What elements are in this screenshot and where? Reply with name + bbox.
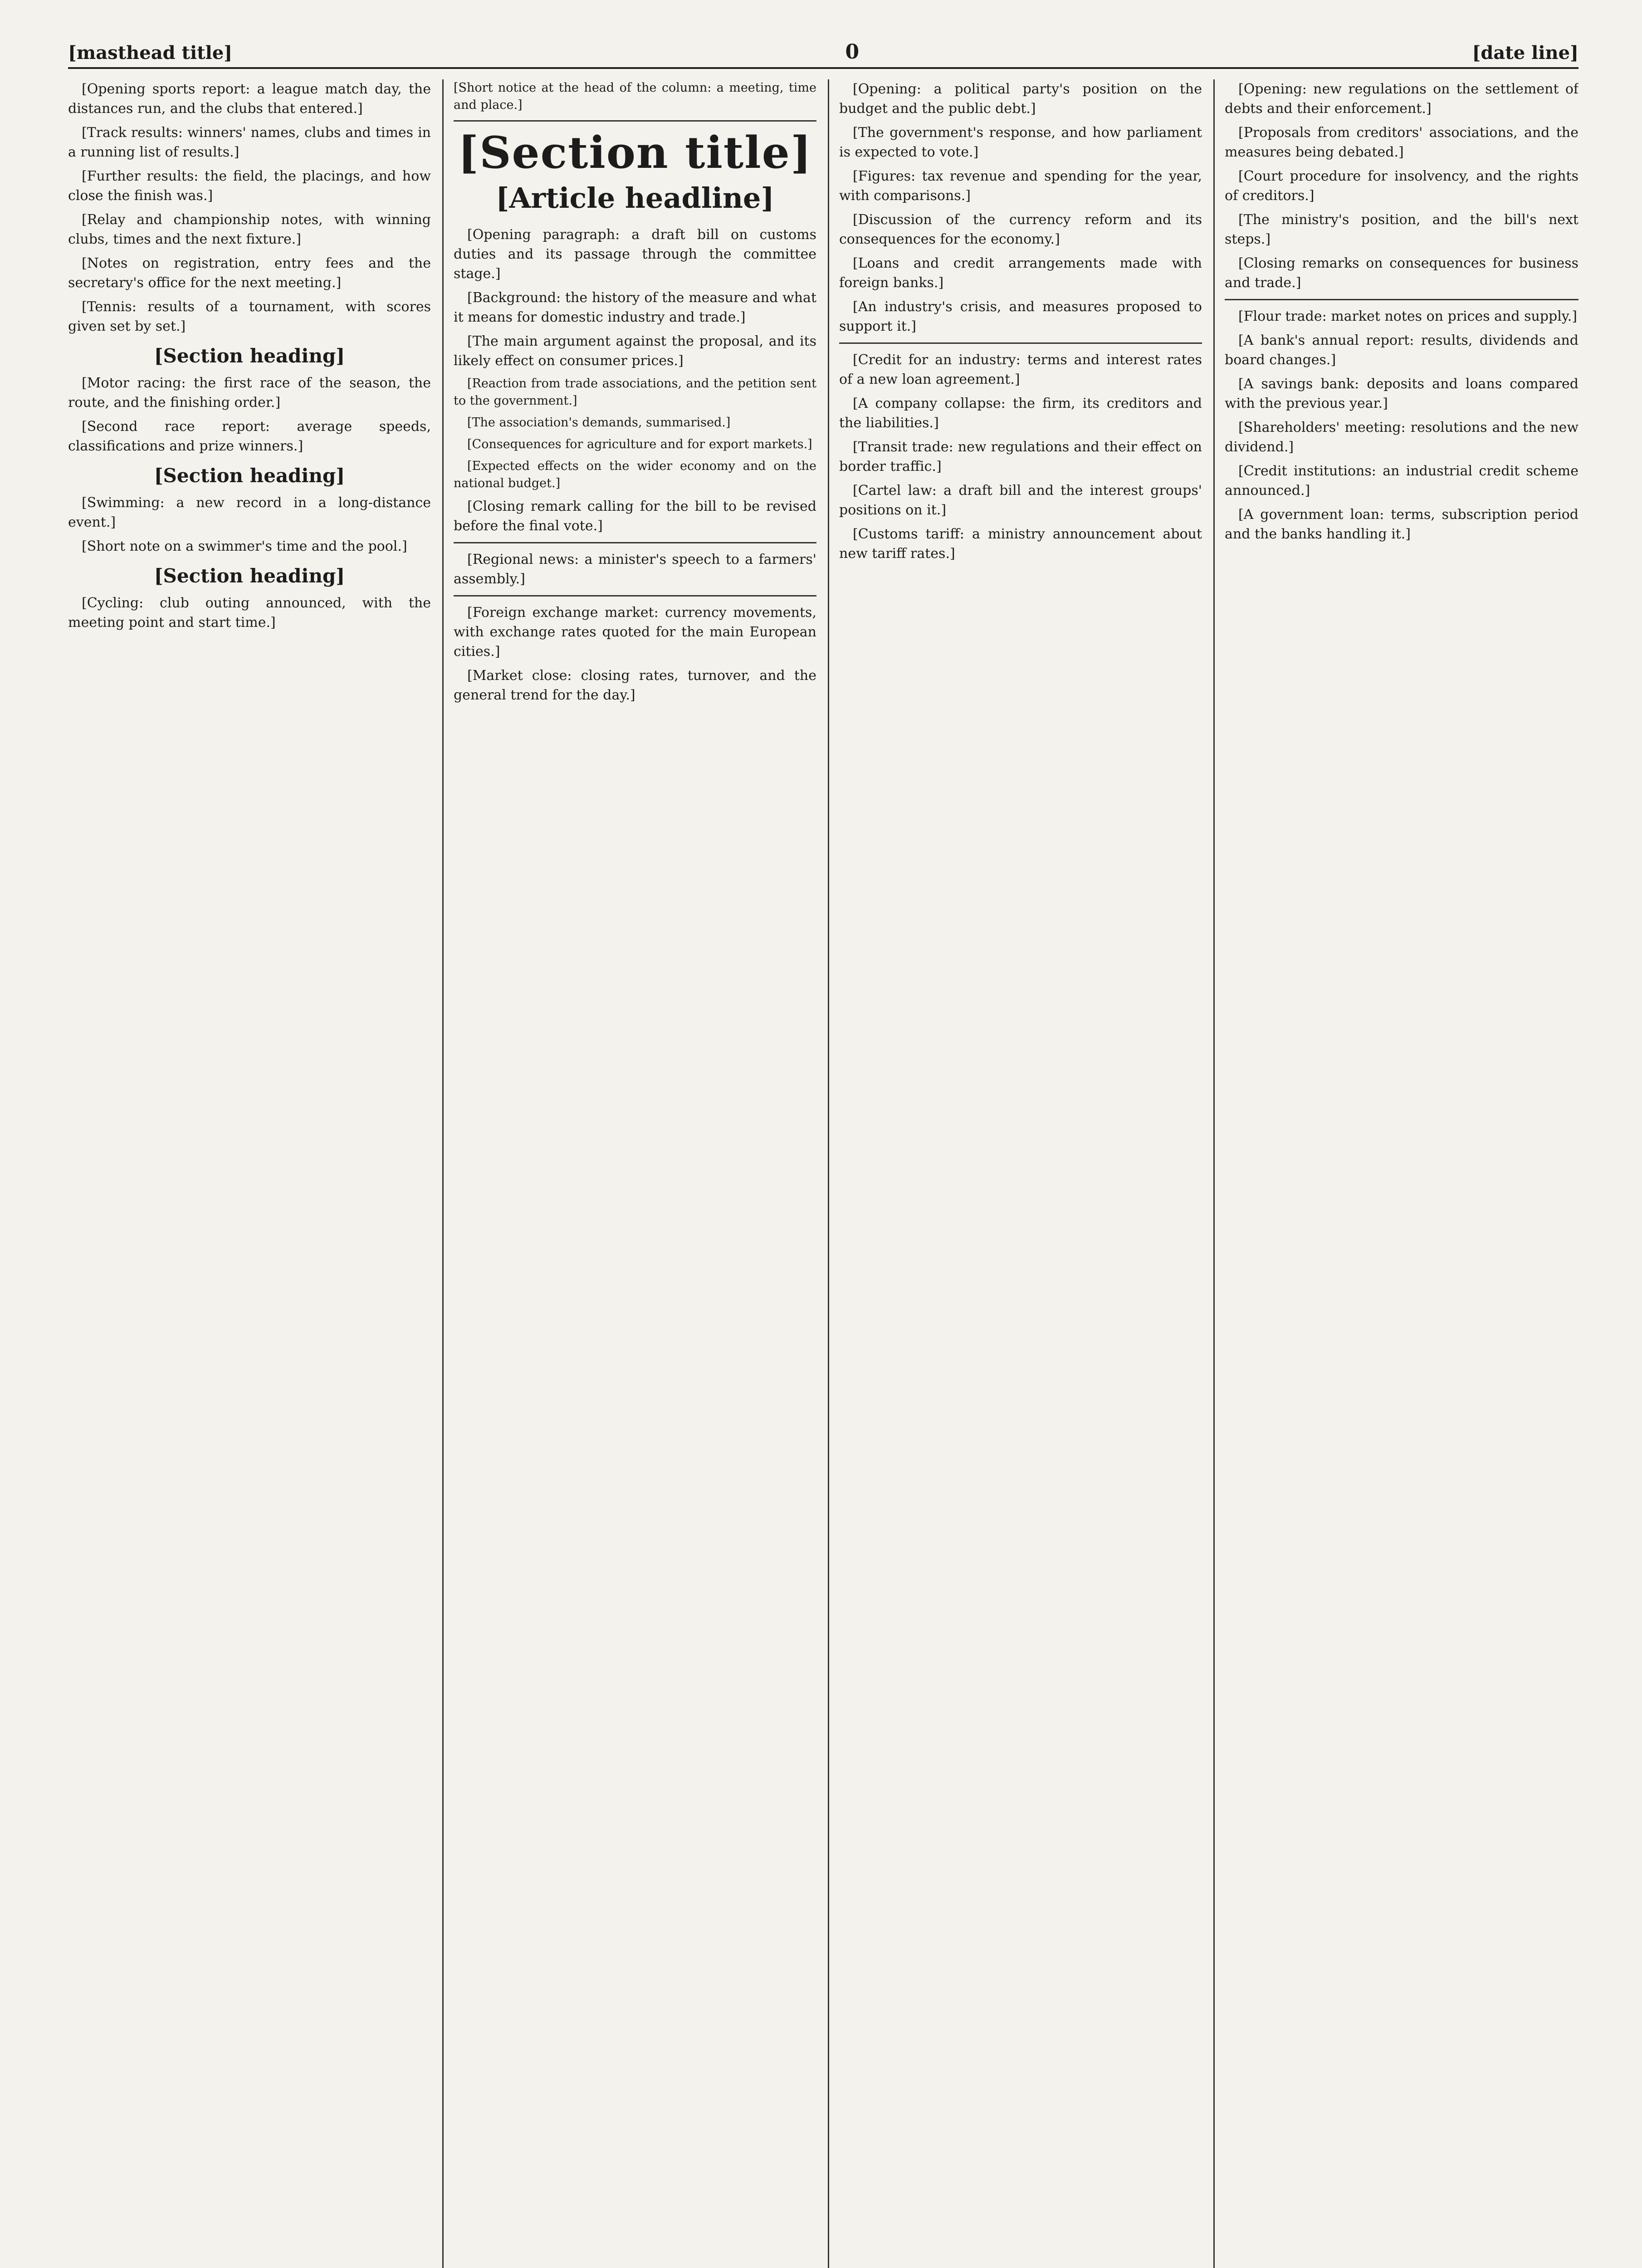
cycle-paragraph: [Cycling: club outing announced, with the meeting point and start time.] bbox=[68, 595, 431, 631]
divider bbox=[454, 595, 816, 596]
article-paragraph: [Background: the history of the measure and what it means for domestic industry and trade.] bbox=[454, 290, 816, 325]
article-paragraph: [Loans and credit arrangements made with foreign banks.] bbox=[839, 255, 1202, 291]
article-paragraph: [The main argument against the proposal, and its likely effect on consumer prices.] bbox=[454, 333, 816, 369]
article-headline: [Article headline] bbox=[496, 181, 774, 215]
column-3 bbox=[839, 79, 1202, 2268]
section-title: [Section title] bbox=[458, 127, 812, 178]
swim-paragraph: [Swimming: a new record in a long-distance event.] bbox=[68, 495, 431, 530]
masthead-title: [masthead title] bbox=[68, 42, 233, 64]
article-paragraph: [Proposals from creditors' associations, and the measures being debated.] bbox=[1225, 125, 1578, 160]
article-quote: [Reaction from trade associations, and the petition sent to the government.] bbox=[454, 376, 816, 408]
swim-heading: [Section heading] bbox=[154, 464, 345, 487]
column-divider bbox=[1213, 79, 1215, 2268]
newspaper-page bbox=[68, 32, 1578, 2268]
motor-paragraph: [Second race report: average speeds, classifications and prize winners.] bbox=[68, 419, 431, 454]
column-4 bbox=[1225, 79, 1578, 2268]
article-paragraph: [Opening paragraph: a draft bill on customs duties and its passage through the committee stage.] bbox=[454, 227, 816, 282]
article-paragraph: [Discussion of the currency reform and its consequences for the economy.] bbox=[839, 212, 1202, 247]
article-paragraph: [Figures: tax revenue and spending for the year, with comparisons.] bbox=[839, 168, 1202, 204]
transit-paragraph: [Transit trade: new regulations and their effect on border traffic.] bbox=[839, 439, 1202, 474]
tariff-paragraph: [Customs tariff: a ministry announcement about new tariff rates.] bbox=[839, 526, 1202, 562]
sport-paragraph: [Opening sports report: a league match day, the distances run, and the clubs that entered.] bbox=[68, 81, 431, 117]
bank-paragraph: [A savings bank: deposits and loans compared with the previous year.] bbox=[1225, 376, 1578, 411]
article-paragraph: [An industry's crisis, and measures proposed to support it.] bbox=[839, 299, 1202, 334]
market-paragraph: [Foreign exchange market: currency movements, with exchange rates quoted for the main European cities.] bbox=[454, 605, 816, 660]
divider bbox=[839, 342, 1202, 344]
article-paragraph: [Opening: new regulations on the settlement of debts and their enforcement.] bbox=[1225, 81, 1578, 117]
bavarian-paragraph: [Regional news: a minister's speech to a farmers' assembly.] bbox=[454, 552, 816, 587]
bank-paragraph: [A bank's annual report: results, dividends and board changes.] bbox=[1225, 332, 1578, 368]
motor-heading: [Section heading] bbox=[154, 345, 345, 367]
divider bbox=[454, 542, 816, 543]
market-paragraph: [Market close: closing rates, turnover, and the general trend for the day.] bbox=[454, 668, 816, 703]
article-quote: [Expected effects on the wider economy and on the national budget.] bbox=[454, 459, 816, 490]
divider bbox=[1225, 299, 1578, 300]
article-paragraph: [The government's response, and how parliament is expected to vote.] bbox=[839, 125, 1202, 160]
top-notice: [Short notice at the head of the column: a meeting, time and place.] bbox=[454, 81, 816, 112]
column-1 bbox=[68, 79, 431, 2268]
sport-paragraph: [Notes on registration, entry fees and the secretary's office for the next meeting.] bbox=[68, 255, 431, 291]
sport-paragraph: [Track results: winners' names, clubs and times in a running list of results.] bbox=[68, 125, 431, 160]
masthead-date: [date line] bbox=[1472, 42, 1578, 64]
column-divider bbox=[442, 79, 444, 2268]
article-paragraph: [The ministry's position, and the bill's next steps.] bbox=[1225, 212, 1578, 247]
tennis-paragraph: [Tennis: results of a tournament, with scores given set by set.] bbox=[68, 299, 431, 334]
swim-paragraph: [Short note on a swimmer's time and the pool.] bbox=[82, 538, 407, 554]
collapse-paragraph: [A company collapse: the firm, its creditors and the liabilities.] bbox=[839, 396, 1202, 431]
article-paragraph: [Court procedure for insolvency, and the rights of creditors.] bbox=[1225, 168, 1578, 204]
page-number: 0 bbox=[845, 40, 860, 64]
sport-paragraph: [Relay and championship notes, with winning clubs, times and the next fixture.] bbox=[68, 212, 431, 247]
motor-paragraph: [Motor racing: the first race of the season, the route, and the finishing order.] bbox=[68, 375, 431, 411]
loan-paragraph: [A government loan: terms, subscription period and the banks handling it.] bbox=[1225, 507, 1578, 542]
article-paragraph: [Closing remarks on consequences for business and trade.] bbox=[1225, 255, 1578, 291]
column-divider bbox=[828, 79, 829, 2268]
column-2 bbox=[454, 79, 816, 2268]
article-quote: [Consequences for agriculture and for export markets.] bbox=[467, 437, 812, 451]
masthead bbox=[68, 32, 1578, 69]
credit-paragraph: [Credit institutions: an industrial credit scheme announced.] bbox=[1225, 463, 1578, 499]
bank-paragraph: [Shareholders' meeting: resolutions and the new dividend.] bbox=[1225, 420, 1578, 455]
divider bbox=[454, 120, 816, 122]
article-paragraph: [Opening: a political party's position on the budget and the public debt.] bbox=[839, 81, 1202, 117]
article-paragraph: [Closing remark calling for the bill to be revised before the final vote.] bbox=[454, 499, 816, 534]
article-quote: [The association's demands, summarised.] bbox=[467, 415, 731, 430]
sport-paragraph: [Further results: the field, the placings, and how close the finish was.] bbox=[68, 168, 431, 204]
credit-paragraph: [Credit for an industry: terms and interest rates of a new loan agreement.] bbox=[839, 352, 1202, 387]
flour-paragraph: [Flour trade: market notes on prices and supply.] bbox=[1238, 308, 1577, 324]
cartel-paragraph: [Cartel law: a draft bill and the interest groups' positions on it.] bbox=[839, 483, 1202, 518]
cycle-heading: [Section heading] bbox=[154, 565, 345, 587]
